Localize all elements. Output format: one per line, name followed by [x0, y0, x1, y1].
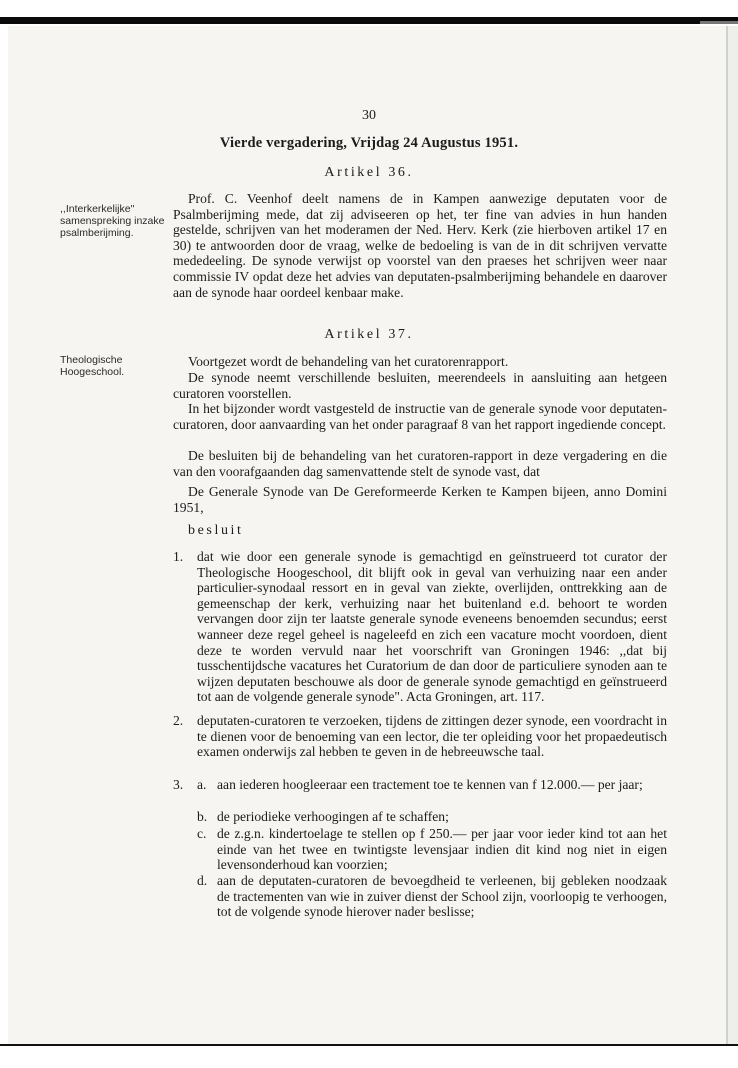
page-number: 30: [362, 108, 376, 123]
sub-item-letter: c.: [197, 826, 207, 841]
decision-item-number: 2.: [173, 713, 184, 728]
scan-top-tick: [700, 21, 738, 24]
artikel-36-text: Prof. C. Veenhof deelt namens de in Kampen aanwezige deputaten voor de Psalmberijming mede, dat zij adviseeren op het, ter fine van advies in hun handen gestelde, schrijven van het moderamen der Ned. Herv. Kerk (zie hierboven artikel 17 en 30) te antwoorden door de vraag, welke de bedoeling is van de in dit schrijven vervatte mededeeling. De synode verwijst op voorstel van den praeses het schrijven weer naar commissie IV opdat deze het advies van deputaten-psalmberijming behandele en daarover aan de synode haar oordeel kenbaar make.: [173, 191, 667, 300]
decision-item-number: 3.: [173, 777, 184, 792]
decision-item: [173, 549, 667, 705]
sub-item-text: de periodieke verhoogingen af te schaffen;: [217, 809, 449, 824]
artikel-37-paragraph: Voortgezet wordt de behandeling van het curatorenrapport.: [188, 354, 509, 369]
artikel-37-paragraph: De synode neemt verschillende besluiten, meerendeels in aansluiting aan hetgeen curatoren voorstellen.: [173, 370, 667, 401]
artikel-37-title: Artikel 37.: [324, 327, 414, 342]
artikel-37-paragraph: De besluiten bij de behandeling van het curatoren-rapport in deze vergadering en die van den voorafgaanden dag samenvattende stelt de synode vast, dat: [173, 448, 667, 479]
margin-note-hoogeschool: Theologische Hoogeschool.: [60, 354, 125, 378]
scan-bottom-margin: [0, 1044, 738, 1068]
decision-sub-item: [197, 873, 667, 920]
artikel-37-paragraph: In het bijzonder wordt vastgesteld de instructie van de generale synode voor deputaten-curatoren, door aanvaarding van het onder paragraaf 8 van het rapport ingediende concept.: [173, 401, 667, 432]
besluit-label: besluit: [188, 523, 244, 538]
decision-item-text: deputaten-curatoren te verzoeken, tijdens de zittingen dezer synode, een voordracht in te dienen voor de benoeming van een lector, die ter opleiding voor het propaedeutisch examen onderwijs zal hebben te geven in de hebreeuwsche taal.: [197, 713, 667, 760]
decision-item-text: dat wie door een generale synode is gemachtigd en geïnstrueerd tot curator der Theologische Hoogeschool, dit blijft ook in geval van verhuizing naar een ander particulier-synodaal ressort en in geval van ziekte, overlijden, onttrekking aan de gemeenschap der kerk, verhuizing naar het buitenland e.d. behoort te worden vervangen door zijn ter laatste generale synode eveneens benoemden secundus; eerst wanneer deze regel geheel is nageleefd en zich een vacature mocht voordoen, dient deze te worden vervuld naar het voorschrift van Groningen 1946: ,,dat bij tusschentijdsche vacatures het Curatorium de dan door de particuliere synoden aan te wijzen deputaten beschouwe als door de generale synode gemachtigd en geïnstrueerd tot aan de volgende generale synode". Acta Groningen, art. 117.: [197, 549, 667, 705]
synod-intro: De Generale Synode van De Gereformeerde Kerken te Kampen bijeen, anno Domini 1951,: [173, 484, 667, 515]
sub-item-letter: b.: [197, 809, 208, 824]
scan-bottom-border: [0, 1044, 738, 1046]
decision-item: [173, 713, 667, 760]
decision-item-number: 1.: [173, 549, 184, 564]
sub-item-text: aan de deputaten-curatoren de bevoegdheid te verleenen, bij gebleken noodzaak de tractementen van wie in zuiver dienst der School zijn, voorloopig te verhoogen, tot de volgende synode hierover nader beslisse;: [217, 873, 667, 920]
sub-item-letter: d.: [197, 873, 208, 888]
decision-sub-item: [197, 826, 667, 873]
decision-sub-item: [197, 777, 667, 793]
meeting-heading: Vierde vergadering, Vrijdag 24 Augustus 1951.: [219, 135, 519, 151]
sub-item-text: aan iederen hoogleeraar een tractement toe te kennen van f 12.000.— per jaar;: [217, 777, 643, 792]
scan-top-border: [0, 17, 738, 24]
artikel-36-title: Artikel 36.: [324, 165, 414, 180]
decision-sub-item: [197, 809, 667, 825]
margin-note-psalmberijming: ,,Interkerkelijke" samenspreking inzake psalmberijming.: [60, 203, 165, 239]
sub-item-letter: a.: [197, 777, 207, 792]
sub-item-text: de z.g.n. kindertoelage te stellen op f 250.— per jaar voor ieder kind tot aan het einde van het twee en twintigste levensjaar indien dit kind nog niet in eigen levensonderhoud kan voorzien;: [217, 826, 667, 873]
